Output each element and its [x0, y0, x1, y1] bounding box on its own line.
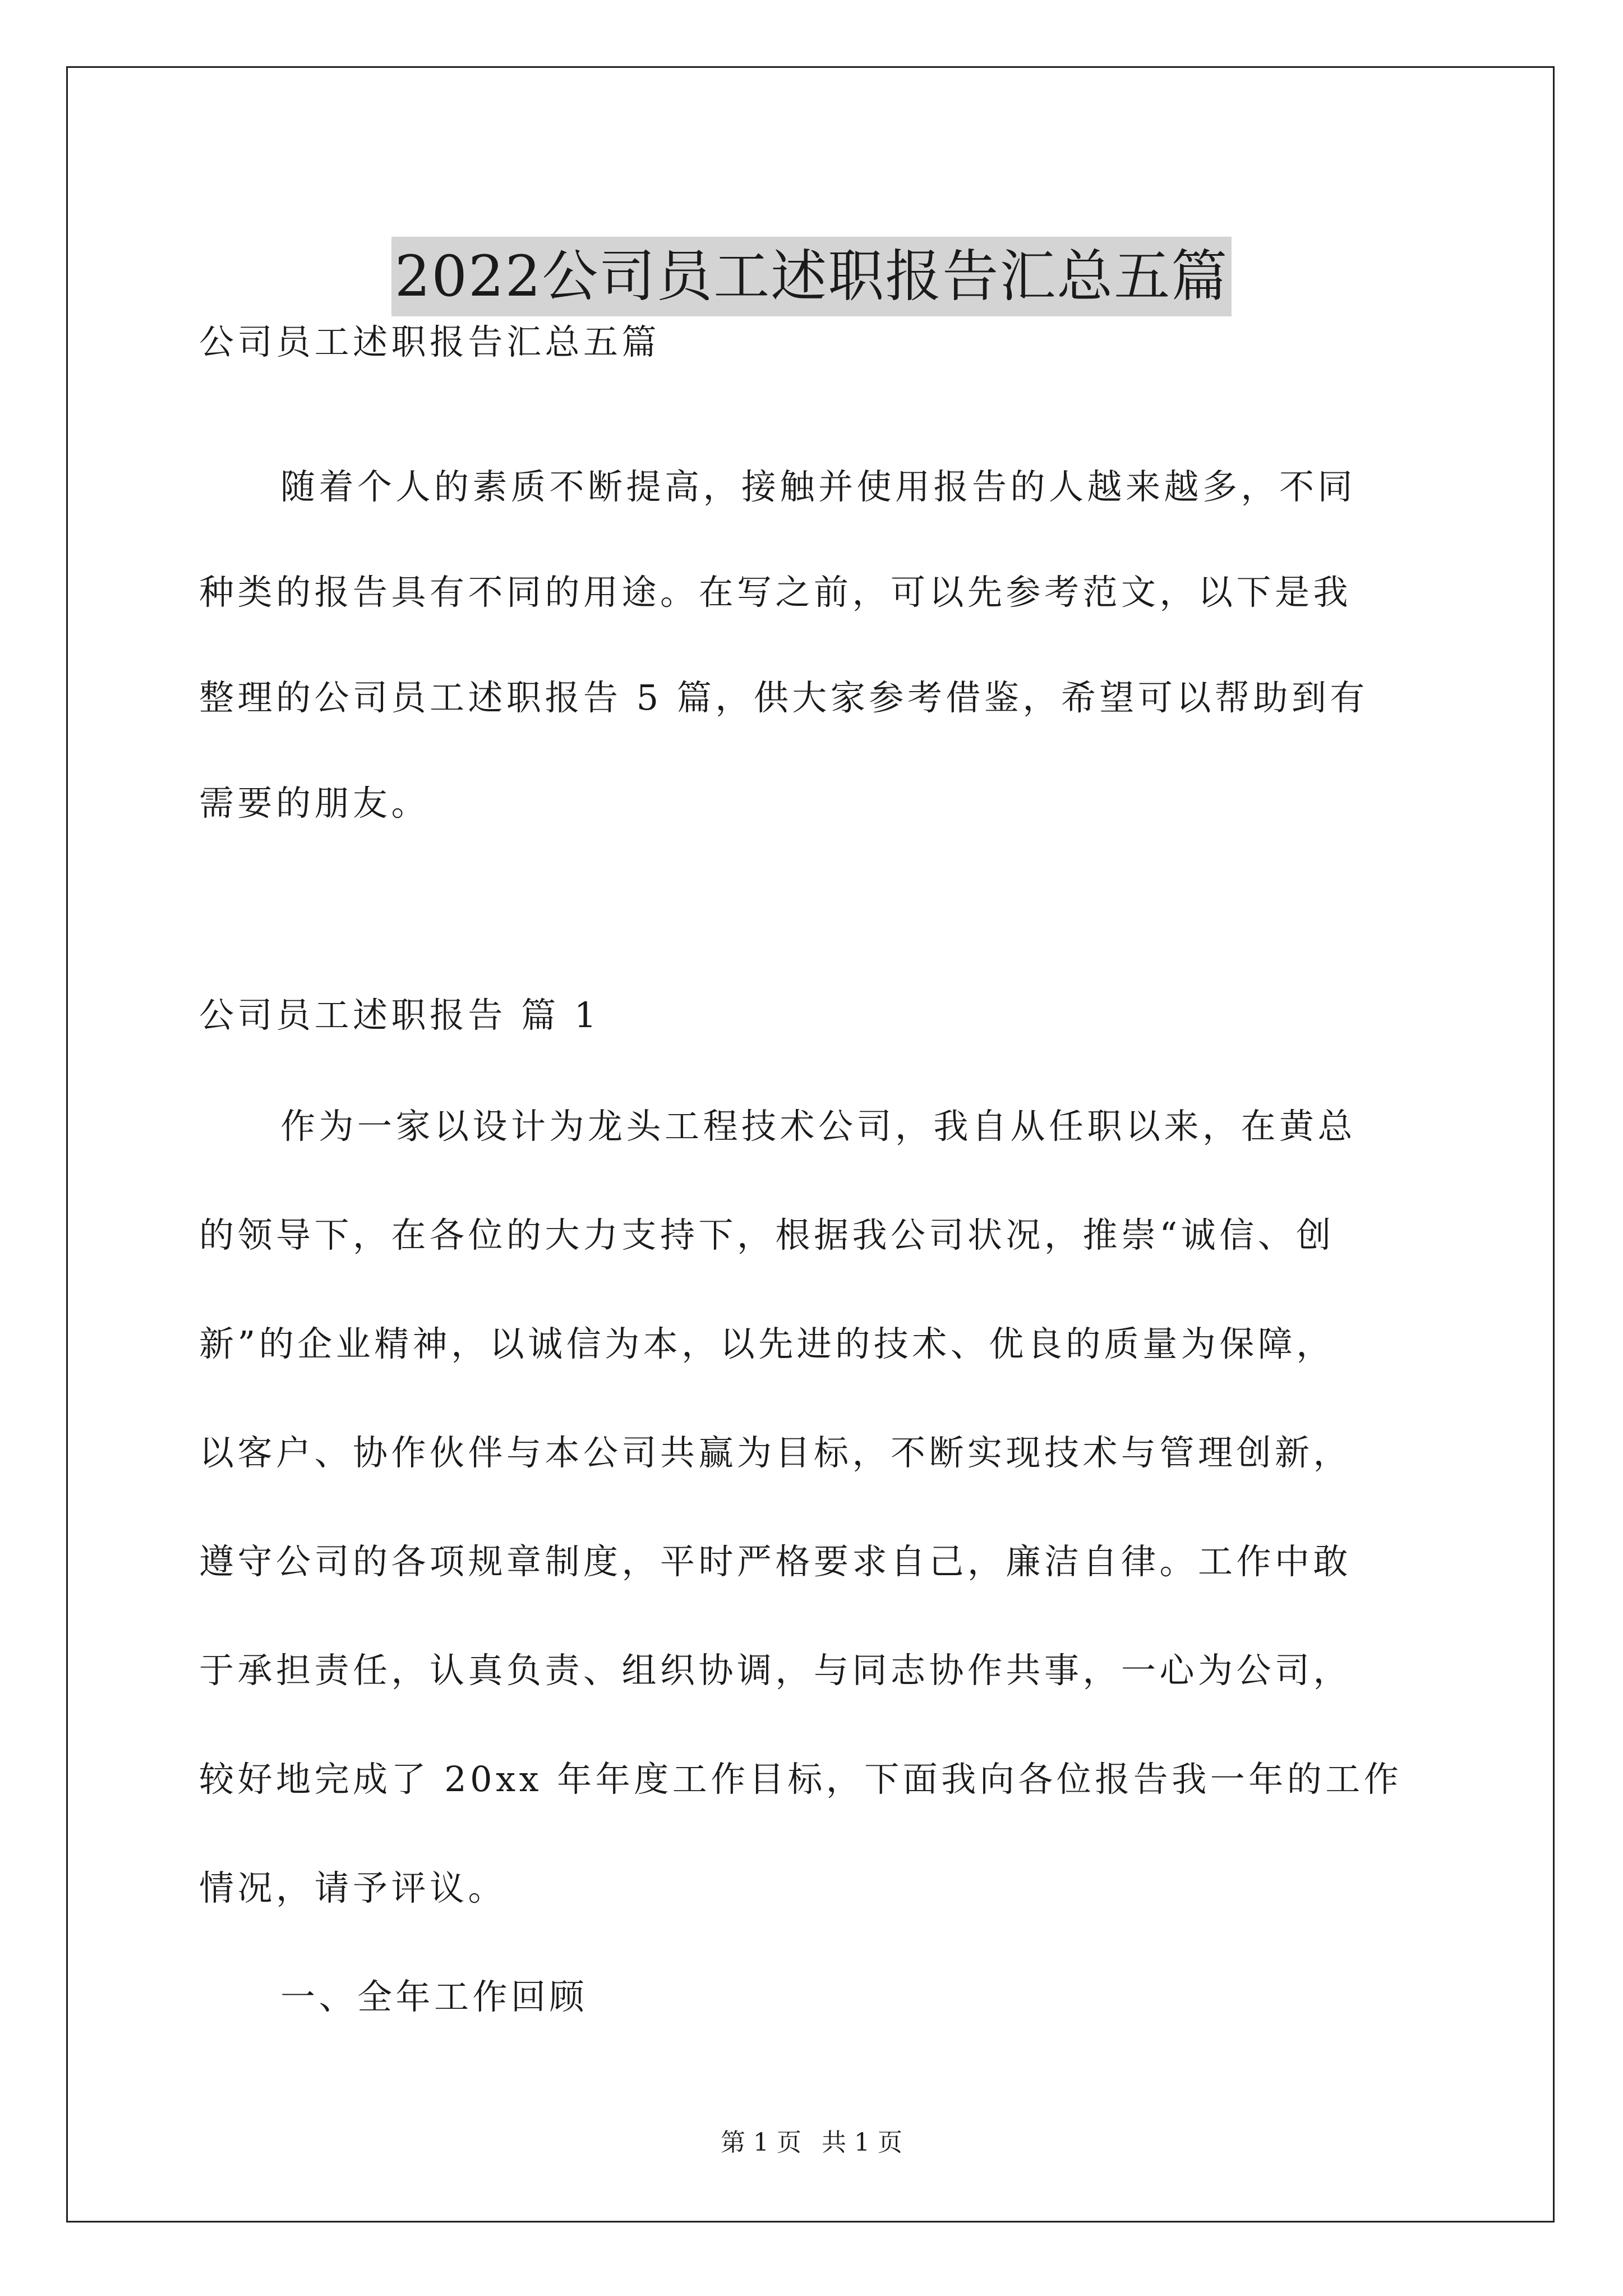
body-line: 情况，请予评议。	[199, 1867, 507, 1908]
body-line: 的领导下，在各位的大力支持下，根据我公司状况，推崇“诚信、创	[199, 1214, 1335, 1255]
body-line: 新”的企业精神，以诚信为本，以先进的技术、优良的质量为保障，	[199, 1323, 1335, 1364]
page-number: 第 1 页	[721, 2128, 801, 2157]
body-line: 于承担责任，认真负责、组织协调，与同志协作共事，一心为公司，	[199, 1650, 1352, 1691]
intro-line: 整理的公司员工述职报告 5 篇，供大家参考借鉴，希望可以帮助到有	[199, 677, 1368, 718]
body-line: 以客户、协作伙伴与本公司共赢为目标，不断实现技术与管理创新，	[199, 1432, 1352, 1473]
page-total: 共 1 页	[822, 2128, 902, 2157]
body-line: 作为一家以设计为龙头工程技术公司，我自从任职以来，在黄总	[280, 1106, 1357, 1147]
document-subtitle: 公司员工述职报告汇总五篇	[199, 321, 661, 362]
body-line: 遵守公司的各项规章制度，平时严格要求自己，廉洁自律。工作中敢	[199, 1541, 1352, 1582]
document-title: 2022公司员工述职报告汇总五篇	[391, 237, 1232, 316]
section-subheading: 一、全年工作回顾	[280, 1976, 588, 2017]
section-heading: 公司员工述职报告 篇 1	[199, 995, 600, 1036]
page-footer	[0, 2126, 1623, 2160]
intro-line: 种类的报告具有不同的用途。在写之前，可以先参考范文，以下是我	[199, 572, 1352, 613]
intro-line: 随着个人的素质不断提高，接触并使用报告的人越来越多，不同	[280, 466, 1357, 507]
body-line: 较好地完成了 20xx 年年度工作目标，下面我向各位报告我一年的工作	[199, 1759, 1403, 1800]
intro-line: 需要的朋友。	[199, 783, 430, 823]
